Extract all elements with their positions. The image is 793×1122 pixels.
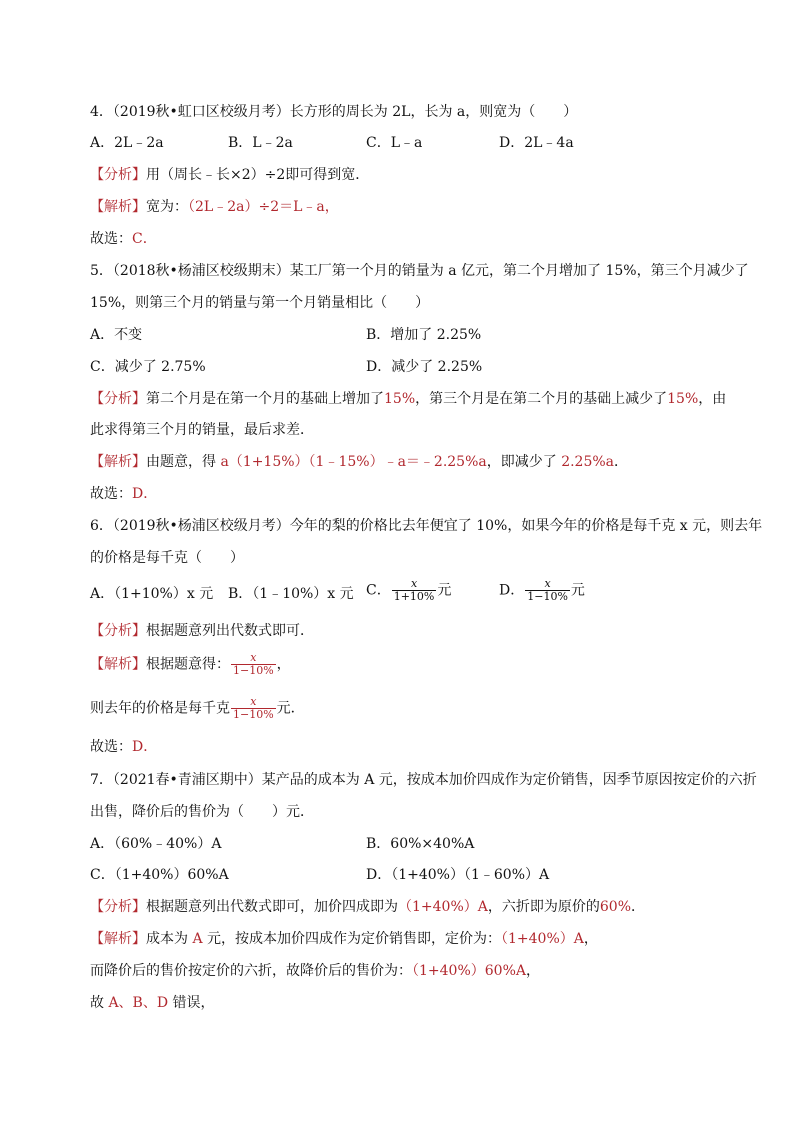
fraction-denominator: 1−10%: [233, 708, 274, 721]
analysis-tag: 【分析】: [90, 899, 146, 915]
question-5-solution: [90, 453, 628, 471]
analysis-tag: 【分析】: [90, 391, 146, 407]
question-6-conclusion: [90, 696, 305, 721]
question-5-option-a: A．不变: [90, 327, 143, 343]
answer-value: C．: [132, 231, 157, 247]
answer-prefix: 故选：: [90, 486, 132, 502]
fraction-numerator: x: [250, 651, 257, 664]
solution-tag: 【解析】: [90, 454, 146, 470]
analysis-text: ，六折即为原价的: [487, 899, 600, 915]
solution-text: 元，按成本加价四成作为定价销售即，定价为：: [207, 931, 502, 947]
fraction-numerator: x: [410, 577, 418, 590]
unit: 元: [437, 582, 452, 599]
solution-text: 错误，: [172, 995, 215, 1011]
question-7-stem-line2: 出售，降价后的售价为（ ）元．: [90, 804, 314, 820]
fraction-numerator: x: [544, 577, 551, 590]
question-5-option-c: C．减少了 2.75%: [90, 359, 206, 375]
question-6-analysis: [90, 622, 314, 640]
solution-prefix: 根据题意得：: [146, 656, 230, 673]
question-6-solution: [90, 652, 291, 677]
question-7-solution-line3: [90, 994, 215, 1012]
conclusion-text: 则去年的价格是每千克: [90, 700, 230, 717]
solution-text: 故: [90, 995, 104, 1011]
analysis-tag: 【分析】: [90, 167, 146, 183]
solution-text: ，即减少了: [486, 454, 557, 470]
answer-value: D．: [132, 739, 158, 755]
analysis-text: ．: [631, 899, 645, 915]
question-5-stem-line2: 15%，则第三个月的销量与第一个月销量相比（ ）: [90, 295, 430, 311]
analysis-tag: 【分析】: [90, 623, 146, 639]
solution-text: ，: [583, 931, 598, 947]
question-7-option-d: D．（1+40%）（1﹣60%）A: [366, 867, 550, 883]
question-4-option-c: C．L﹣a: [366, 135, 423, 151]
question-4-option-d: D．2L﹣4a: [499, 135, 574, 151]
solution-value: 2.25%a: [556, 454, 615, 470]
solution-value: （2L﹣2a）÷2＝L﹣a，: [188, 199, 339, 215]
answer-value: D．: [132, 486, 158, 502]
fraction-numerator: x: [250, 695, 257, 708]
analysis-highlight: （1+40%）A: [398, 899, 488, 915]
question-4-stem: 4．（2019秋•虹口区校级月考）长方形的周长为 2L，长为 a，则宽为（ ）: [90, 104, 578, 120]
question-5-analysis-line2: 此求得第三个月的销量，最后求差．: [90, 422, 314, 438]
question-4-option-a: A．2L﹣2a: [90, 135, 164, 151]
question-6-stem-line2: 的价格是每千克（ ）: [90, 550, 244, 566]
fraction-denominator: 1+10%: [393, 590, 435, 603]
solution-prefix: 宽为：: [146, 199, 188, 215]
fraction: [392, 578, 437, 603]
solution-tag: 【解析】: [90, 656, 146, 673]
fraction: [231, 652, 276, 677]
answer-prefix: 故选：: [90, 739, 132, 755]
question-7-option-c: C．（1+40%）60%A: [90, 867, 229, 883]
question-5-answer: [90, 485, 157, 503]
analysis-text: 第二个月是在第一个月的基础上增加了: [146, 391, 384, 407]
solution-text: 成本为: [146, 931, 188, 947]
solution-highlight: （1+40%）A: [501, 931, 584, 947]
question-6-stem-line1: 6．（2019秋•杨浦区校级月考）今年的梨的价格比去年便宜了 10%，如果今年的价格是每千克 x 元，则去年: [90, 518, 763, 534]
analysis-text: ，由: [698, 391, 727, 407]
fraction: [231, 696, 276, 721]
question-6-answer: [90, 738, 157, 756]
conclusion-text: 元．: [276, 700, 305, 717]
solution-highlight: A、B、D: [104, 995, 173, 1011]
question-6-option-b: B．（1﹣10%）x 元: [228, 586, 354, 602]
fraction: [525, 578, 570, 603]
question-7-stem-line1: 7．（2021春•青浦区期中）某产品的成本为 A 元，按成本加价四成作为定价销售，因季节原因按定价的六折: [90, 772, 757, 788]
analysis-text: ，第三个月是在第二个月的基础上减少了: [415, 391, 668, 407]
solution-text: ，: [276, 656, 291, 673]
question-7-option-b: B．60%×40%A: [366, 836, 475, 852]
question-7-option-a: A．（60%﹣40%）A: [90, 836, 222, 852]
question-7-analysis: [90, 898, 645, 916]
solution-tag: 【解析】: [90, 199, 146, 215]
question-4-analysis: [90, 166, 369, 184]
analysis-highlight: 15%: [384, 391, 416, 407]
question-4-answer: [90, 230, 157, 248]
question-6-option-a: A．（1+10%）x 元: [90, 586, 214, 602]
question-6-option-c: [366, 578, 451, 603]
solution-text: ，: [525, 963, 540, 979]
answer-prefix: 故选：: [90, 231, 132, 247]
analysis-text: 根据题意列出代数式即可．: [146, 623, 314, 639]
question-7-solution-line1: [90, 930, 598, 948]
analysis-text: 根据题意列出代数式即可，加价四成即为: [146, 899, 398, 915]
fraction-denominator: 1−10%: [233, 664, 274, 677]
solution-highlight: A: [188, 931, 208, 947]
question-5-option-d: D．减少了 2.25%: [366, 359, 483, 375]
question-5-option-b: B．增加了 2.25%: [366, 327, 482, 343]
solution-highlight: （1+40%）60%A: [412, 963, 526, 979]
analysis-highlight: 60%: [599, 899, 631, 915]
solution-text: ．: [614, 454, 629, 470]
solution-prefix: 由题意，得: [146, 454, 216, 470]
unit: 元: [570, 582, 585, 599]
solution-tag: 【解析】: [90, 931, 146, 947]
analysis-text: 用（周长﹣长×2）÷2即可得到宽．: [146, 167, 370, 183]
question-6-option-d: [499, 578, 585, 603]
option-label: D．: [499, 582, 525, 599]
question-4-solution: [90, 198, 339, 216]
fraction-denominator: 1−10%: [527, 590, 568, 603]
question-7-solution-line2: [90, 962, 540, 980]
analysis-highlight: 15%: [667, 391, 699, 407]
question-4-option-b: B．L﹣2a: [228, 135, 293, 151]
solution-text: 而降价后的售价按定价的六折，故降价后的售价为：: [90, 963, 412, 979]
option-label: C．: [366, 582, 391, 599]
question-5-stem-line1: 5．（2018秋•杨浦区校级期末）某工厂第一个月的销量为 a 亿元，第二个月增加了 15%，第三个月减少了: [90, 263, 749, 279]
question-5-analysis-line1: [90, 390, 726, 408]
solution-value: a（1+15%）（1﹣15%）﹣a＝﹣2.25%a: [216, 454, 487, 470]
